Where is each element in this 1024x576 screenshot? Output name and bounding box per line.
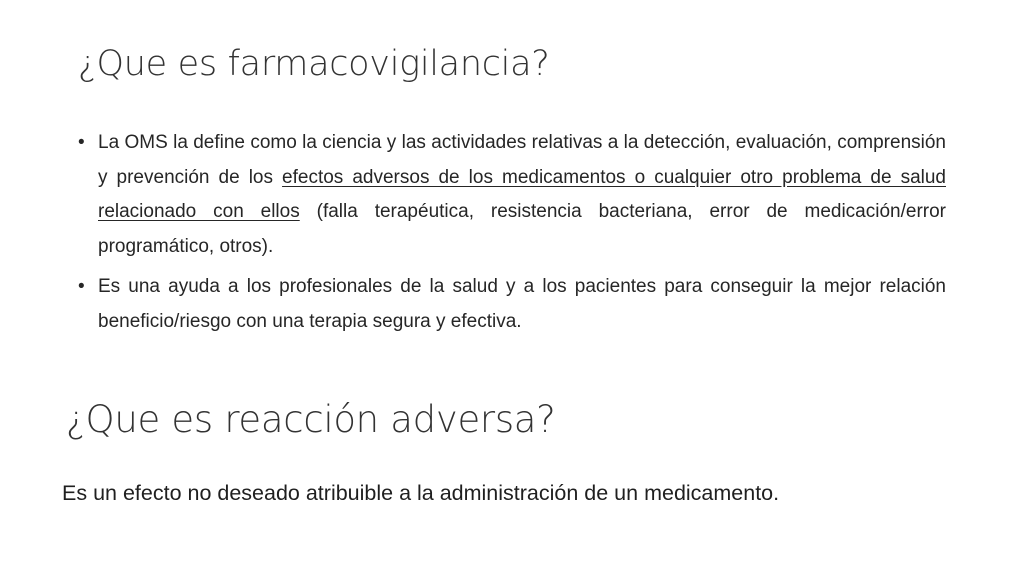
slide-title: ¿Que es farmacovigilancia?: [78, 44, 550, 84]
section-title: ¿Que es reacción adversa?: [66, 398, 556, 441]
bullet-icon: •: [78, 276, 85, 297]
definition-text: Es un efecto no deseado atribuible a la administración de un medicamento.: [62, 481, 780, 505]
bullet-text-underlined: efectos adversos de los medicamentos o cualquier otro problema de salud relacionado con ellos: [98, 166, 946, 222]
bullet-item-definition: [78, 126, 946, 264]
bullet-text-start: La OMS la define como la ciencia y las actividades relativas a la detección, evaluación, comprensión y prevención de los: [98, 132, 946, 188]
bullet-text: Es una ayuda a los profesionales de la salud y a los pacientes para conseguir la mejor relación beneficio/riesgo con una terapia segura y efectiva.: [98, 276, 946, 332]
bullet-list: [78, 126, 946, 345]
bullet-icon: •: [78, 132, 85, 153]
bullet-text-end: (falla terapéutica, resistencia bacteriana, error de medicación/error programático, otros).: [98, 201, 946, 257]
bullet-item-purpose: [78, 270, 946, 339]
